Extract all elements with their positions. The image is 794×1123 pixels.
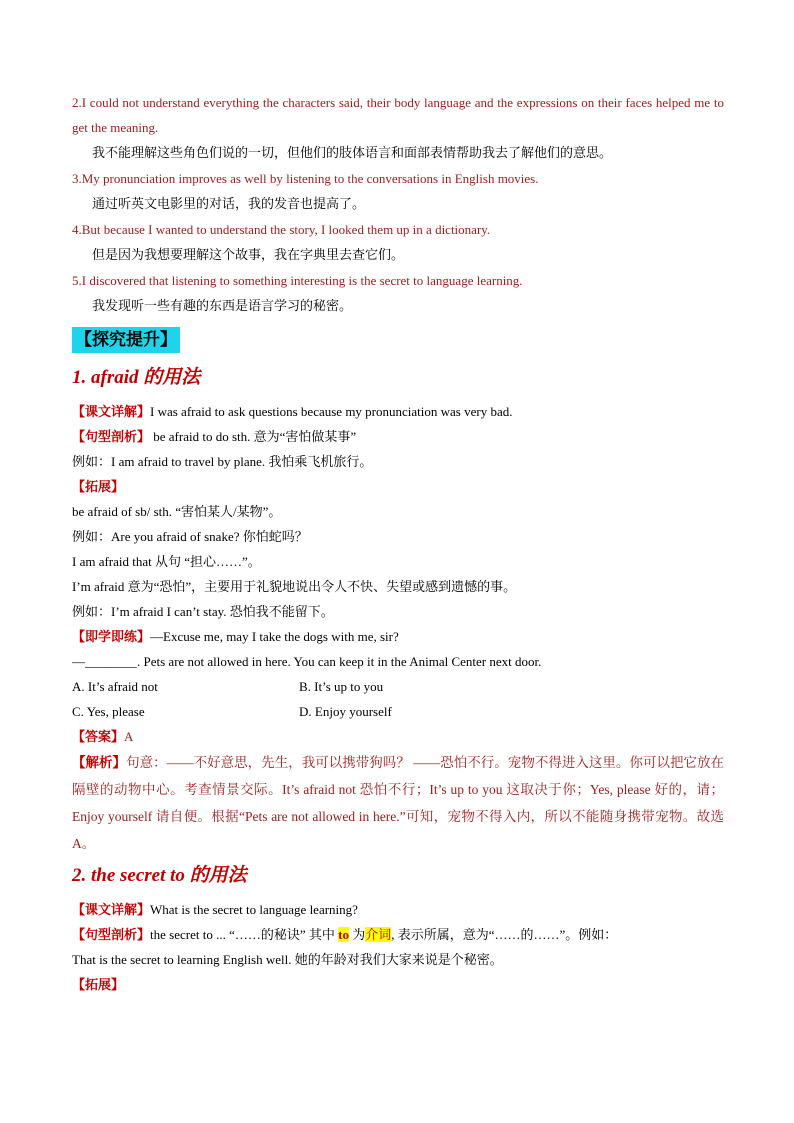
jiexi-tag: 【解析】: [72, 755, 127, 770]
chinese-translation: 通过听英文电影里的对话，我的发音也提高了。: [92, 196, 366, 211]
juxing-text-c: , 表示所属，意为“……的……”。例如：: [391, 927, 618, 942]
chinese-translation: 但是因为我想要理解这个故事，我在字典里去查它们。: [92, 247, 405, 262]
english-sentence: 3.My pronunciation improves as well by listening to the conversations in English movies.: [72, 171, 539, 186]
extension-line: be afraid of sb/ sth. “害怕某人/某物”。: [72, 504, 282, 519]
kewen-text: What is the secret to language learning?: [150, 902, 358, 917]
practice-line: [72, 624, 724, 649]
tuozhan-line: [72, 972, 724, 997]
jiexi-block: [72, 749, 724, 857]
english-sentence: 5.I discovered that listening to something interesting is the secret to language learning.: [72, 273, 523, 288]
tuozhan-line: [72, 474, 724, 499]
question-line-2: —________. Pets are not allowed in here. You can keep it in the Animal Center next door.: [72, 654, 542, 669]
translation-3: [72, 166, 724, 216]
english-sentence: 4.But because I wanted to understand the story, I looked them up in a dictionary.: [72, 222, 491, 237]
juxing-text: be afraid to do sth. 意为“害怕做某事”: [150, 429, 357, 444]
option-d: D. Enjoy yourself: [299, 704, 392, 719]
document-page: [72, 90, 724, 997]
kewen-line: [72, 399, 724, 424]
answer-line: [72, 724, 724, 749]
chinese-translation: 我不能理解这些角色们说的一切，但他们的肢体语言和面部表情帮助我去了解他们的意思。: [92, 145, 613, 160]
juxing-tag: 【句型剖析】: [72, 927, 151, 942]
answer-value: A: [124, 729, 134, 744]
section-tag: 【探究提升】: [72, 327, 180, 353]
translation-2: [72, 90, 724, 165]
juxing-line: [72, 424, 724, 449]
highlight-to: to: [338, 927, 349, 942]
options-row: [72, 674, 724, 699]
juxing-text-a: the secret to ... “……的秘诀” 其中: [150, 927, 339, 942]
extension-line: 例如：Are you afraid of snake? 你怕蛇吗？: [72, 529, 308, 544]
option-a: A. It’s afraid not: [72, 679, 158, 694]
example-line: That is the secret to learning English well. 她的年龄对我们大家来说是个秘密。: [72, 952, 503, 967]
juxing-line: [72, 922, 724, 947]
tuozhan-tag: 【拓展】: [72, 479, 125, 494]
translation-5: [72, 268, 724, 318]
tuozhan-tag: 【拓展】: [72, 977, 125, 992]
options-row: [72, 699, 724, 724]
example-line: 例如：I am afraid to travel by plane. 我怕乘飞机旅行。: [72, 454, 373, 469]
kewen-text: I was afraid to ask questions because my pronunciation was very bad.: [150, 404, 513, 419]
answer-tag: 【答案】: [72, 729, 125, 744]
extension-line: I am afraid that 从句 “担心……”。: [72, 554, 261, 569]
kewen-line: [72, 897, 724, 922]
extension-line: I’m afraid 意为“恐怕”，主要用于礼貌地说出令人不快、失望或感到遗憾的事。: [72, 579, 517, 594]
section-2-heading: 2. the secret to 的用法: [72, 865, 247, 886]
extension-line: 例如：I’m afraid I can’t stay. 恐怕我不能留下。: [72, 604, 334, 619]
highlight-preposition: 介词: [365, 927, 392, 942]
juxing-tag: 【句型剖析】: [72, 429, 151, 444]
practice-tag: 【即学即练】: [72, 629, 151, 644]
kewen-tag: 【课文详解】: [72, 404, 151, 419]
chinese-translation: 我发现听一些有趣的东西是语言学习的秘密。: [92, 298, 353, 313]
english-sentence: 2.I could not understand everything the characters said, their body language and the expressions on their faces helped me to get the meaning.: [72, 95, 724, 135]
kewen-tag: 【课文详解】: [72, 902, 151, 917]
jiexi-text: 句意：——不好意思，先生，我可以携带狗吗？ ——恐怕不行。宠物不得进入这里。你可以把它放在隔壁的动物中心。考查情景交际。It’s afraid not 恐怕不行；It’s up to you 这取决于你；Yes, please 好的，请；Enjoy yourself 请自便。根据“Pets are not allowed in here.”可知，宠物不得入内，所以不能随身携带宠物。故选 A。: [72, 755, 725, 851]
question-line-1: —Excuse me, may I take the dogs with me, sir?: [150, 629, 399, 644]
option-b: B. It’s up to you: [299, 679, 384, 694]
juxing-text-b: 为: [348, 927, 366, 942]
section-1-heading: 1. afraid 的用法: [72, 367, 201, 388]
option-c: C. Yes, please: [72, 704, 145, 719]
translation-4: [72, 217, 724, 267]
